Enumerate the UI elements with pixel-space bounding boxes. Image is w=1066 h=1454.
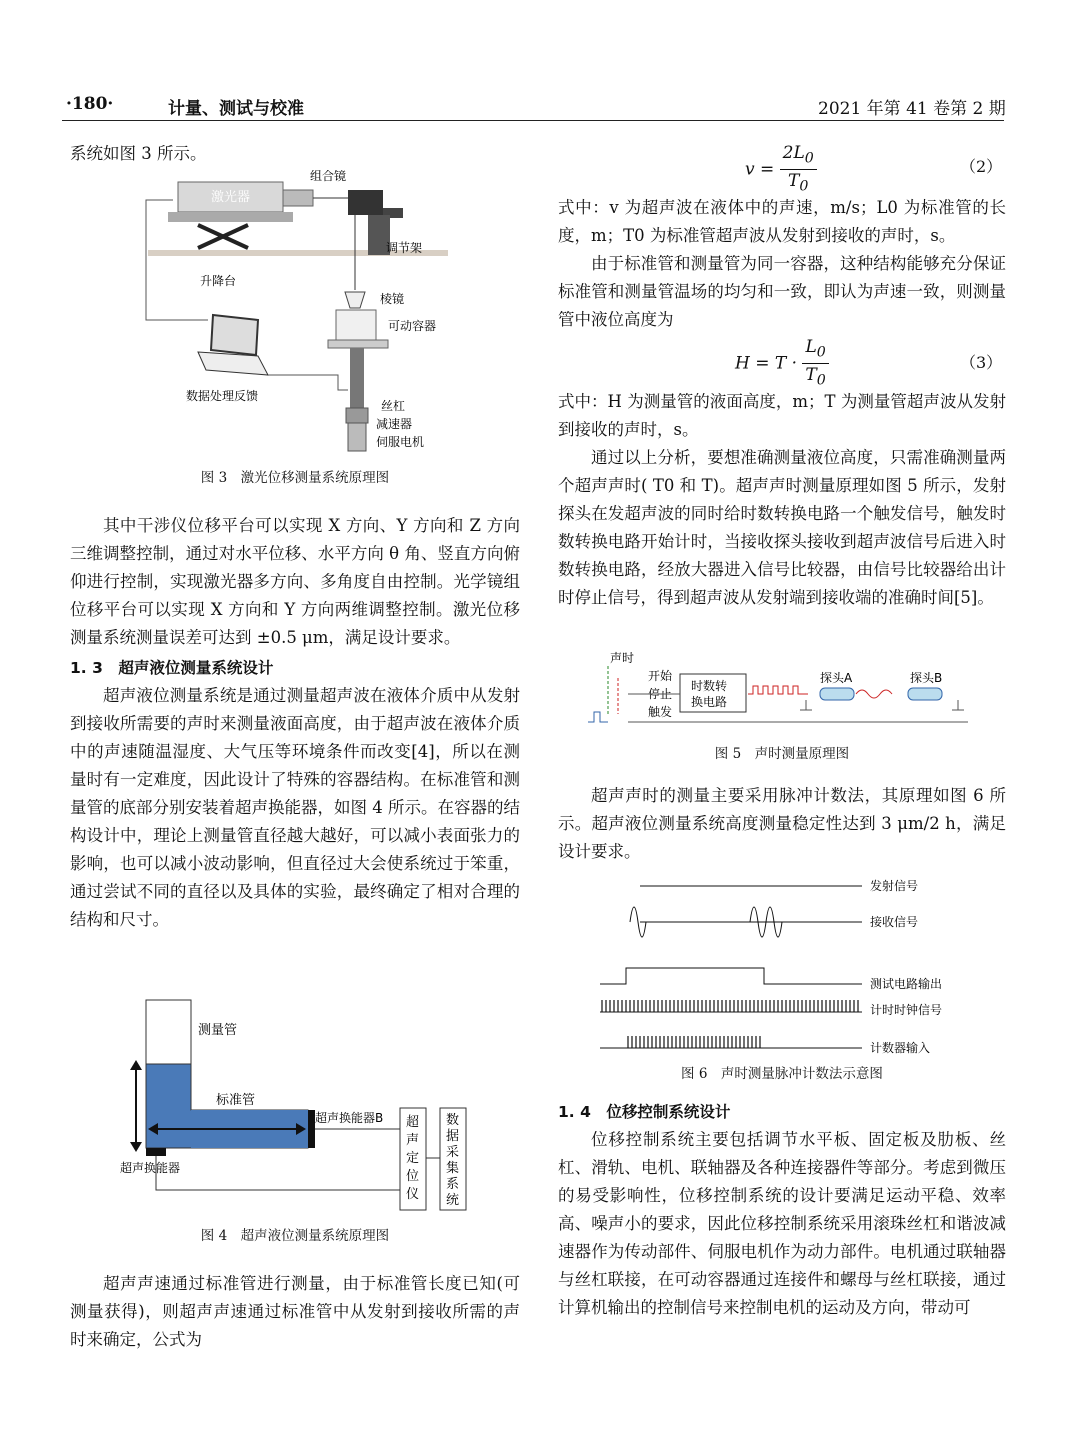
left-intro [70, 140, 520, 168]
figure-5-caption: 图 5 声时测量原理图 [714, 746, 850, 762]
fig3-label-servo: 伺服电机 [376, 435, 425, 449]
fig6-label-send: 发射信号 [870, 879, 919, 893]
eq3-frac: $\frac{L_0}{T_0}$ [802, 336, 828, 392]
paragraph: 超声声速通过标准管进行测量，由于标准管长度已知(可测量获得)，则超声声速通过标准管中从发射到接收所需的声时来确定，公式为 [70, 1274, 520, 1349]
eq3-lhs: H [735, 353, 750, 374]
left-tail [70, 1270, 520, 1354]
equation-3-number: （3） [960, 353, 1003, 372]
equation-3: H = T · $\frac{L_0}{T_0}$ [735, 336, 829, 392]
fig3-label-prism: 棱镜 [380, 292, 405, 306]
fig4-label-std-tube: 标准管 [216, 1093, 256, 1108]
eq2-num: 2L [782, 143, 805, 163]
equation-2-number: （2） [960, 157, 1003, 176]
fig5-label-sound-time: 声时 [610, 651, 635, 665]
left-body [70, 512, 520, 934]
eq3-den: T [805, 365, 817, 386]
right-body-3 [558, 782, 1006, 866]
fig6-label-clock: 计时时钟信号 [870, 1003, 943, 1017]
issue-info: 2021 年第 41 卷第 2 期 [818, 99, 1006, 119]
fig3-label-adjust: 调节架 [386, 241, 423, 255]
figure-4 [118, 998, 478, 1222]
paragraph: 由于标准管和测量管为同一容器，这种结构能够充分保证标准管和测量管温场的均匀和一致，即认为声速一致，则测量管中液位高度为 [558, 254, 1006, 329]
figure-5 [588, 648, 978, 734]
fig3-label-reducer: 减速器 [376, 417, 413, 431]
section-heading-1-4: 1. 4 位移控制系统设计 [558, 1103, 731, 1121]
fig3-label-mirror: 组合镜 [310, 170, 347, 183]
paragraph: 式中：H 为测量管的液面高度，m；T 为测量管超声波从发射到接收的声时，s。 [558, 392, 1006, 439]
paragraph: 其中干涉仪位移平台可以实现 X 方向、Y 方向和 Z 方向三维调整控制，通过对水平位移、水平方向 θ 角、竖直方向俯仰进行控制，实现激光器多方向、多角度自由控制。光学镜组位移平台可以实现 X 方向和 Y 方向两维调整控制。激光位移测量系统测量误差可达到 ±0.5 μm，满足设计要求。 [70, 516, 520, 647]
figure-3 [138, 170, 458, 464]
paragraph: 位移控制系统主要包括调节水平板、固定板及肋板、丝杠、滑轨、电机、联轴器及各种连接器件等部分。考虑到微压的易受影响性，位移控制系统的设计要满足运动平稳、效率高、噪声小的要求，因此位移控制系统采用滚珠丝杠和谐波减速器作为传动部件、伺服电机作为动力部件。电机通过联轴器与丝杠联接，在可动容器通过连接件和螺母与丝杠联接，通过计算机输出的控制信号来控制电机的运动及方向，带动可 [558, 1130, 1006, 1317]
fig3-label-lift: 升降台 [200, 274, 237, 288]
header-rule [62, 120, 1004, 121]
fig4-label-transA: 超声换能器 [120, 1161, 181, 1175]
section-heading-1-3: 1. 3 超声液位测量系统设计 [70, 659, 274, 677]
eq2-frac: $\frac{2L_0}{T_0}$ [780, 142, 817, 198]
figure-4-caption: 图 4 超声液位测量系统原理图 [200, 1228, 390, 1244]
fig3-label-screw: 丝杠 [381, 399, 406, 413]
paragraph: 超声声时的测量主要采用脉冲计数法，其原理如图 6 所示。超声液位测量系统高度测量稳定性达到 3 μm/2 h，满足设计要求。 [558, 786, 1006, 861]
paragraph: 式中：v 为超声波在液体中的声速，m/s；L0 为标准管的长度，m；T0 为标准管超声波从发射到接收的声时，s。 [558, 198, 1006, 245]
equation-2: v = $\frac{2L_0}{T_0}$ [745, 142, 817, 198]
paragraph: 超声液位测量系统是通过测量超声波在液体介质中从发射到接收所需要的声时来测量液面高度，由于超声波在液体介质中的声速随温湿度、大气压等环境条件而改变[4]，所以在测量时有一定难度，因此设计了特殊的容器结构。在标准管和测量管的底部分别安装着超声换能器，如图 4 所示。在容器的结构设计中，理论上测量管直径越大越好，可以减小表面张力的影响，也可以减小波动影响，但直径过大会使系统过于笨重，通过尝试不同的直径以及具体的实验，最终确定了相对合理的结构和尺寸。 [70, 686, 520, 929]
paragraph: 通过以上分析，要想准确测量液位高度，只需准确测量两个超声声时( T0 和 T)。超声声时测量原理如图 5 所示，发射探头在发超声波的同时给时数转换电路一个触发信号，触发时数转换电路开始计时，当接收探头接收到超声波信号后进入时数转换电路，经放大器进入信号比较器，由信号比较器给出计时停止信号，得到超声波从发射端到接收端的准确时间[5]。 [558, 448, 1006, 607]
eq3-num: L [805, 337, 817, 357]
fig6-label-recv: 接收信号 [870, 915, 919, 929]
fig5-label-tdc1: 时数转 [691, 679, 728, 693]
fig4-label-meas-tube: 测量管 [198, 1023, 238, 1038]
eq2-den: T [788, 171, 800, 192]
fig4-label-daq: 数据采集系统 [446, 1113, 460, 1208]
eq2-lhs: v [745, 159, 755, 180]
fig3-label-laser: 激光器 [211, 190, 251, 205]
fig6-label-circuit: 测试电路输出 [870, 977, 943, 991]
fig5-label-probeB: 探头B [910, 671, 943, 685]
eq3-mid: T · [774, 353, 798, 374]
fig4-label-locator: 超声定位仪 [406, 1115, 420, 1202]
fig5-label-tdc2: 换电路 [691, 695, 728, 709]
fig5-label-trigger: 触发 [648, 705, 673, 719]
paragraph: 系统如图 3 所示。 [70, 144, 207, 163]
fig5-label-probeA: 探头A [820, 671, 853, 685]
figure-6-caption: 图 6 声时测量脉冲计数法示意图 [681, 1066, 883, 1082]
right-body-2 [558, 388, 1006, 612]
right-body-1 [558, 194, 1006, 334]
right-body-4 [558, 1098, 1006, 1322]
fig5-label-start: 开始 [648, 669, 673, 683]
fig6-label-counter: 计数器输入 [870, 1041, 931, 1055]
fig4-label-transB: 超声换能器B [315, 1111, 384, 1125]
figure-6 [600, 872, 980, 1062]
fig5-label-stop: 停止 [648, 687, 673, 701]
figure-3-caption: 图 3 激光位移测量系统原理图 [200, 470, 390, 486]
journal-name: 计量、测试与校准 [168, 99, 304, 119]
fig3-label-container: 可动容器 [388, 319, 437, 333]
page-number: ·180· [66, 94, 114, 114]
fig3-label-pc: 数据处理反馈 [186, 389, 259, 403]
